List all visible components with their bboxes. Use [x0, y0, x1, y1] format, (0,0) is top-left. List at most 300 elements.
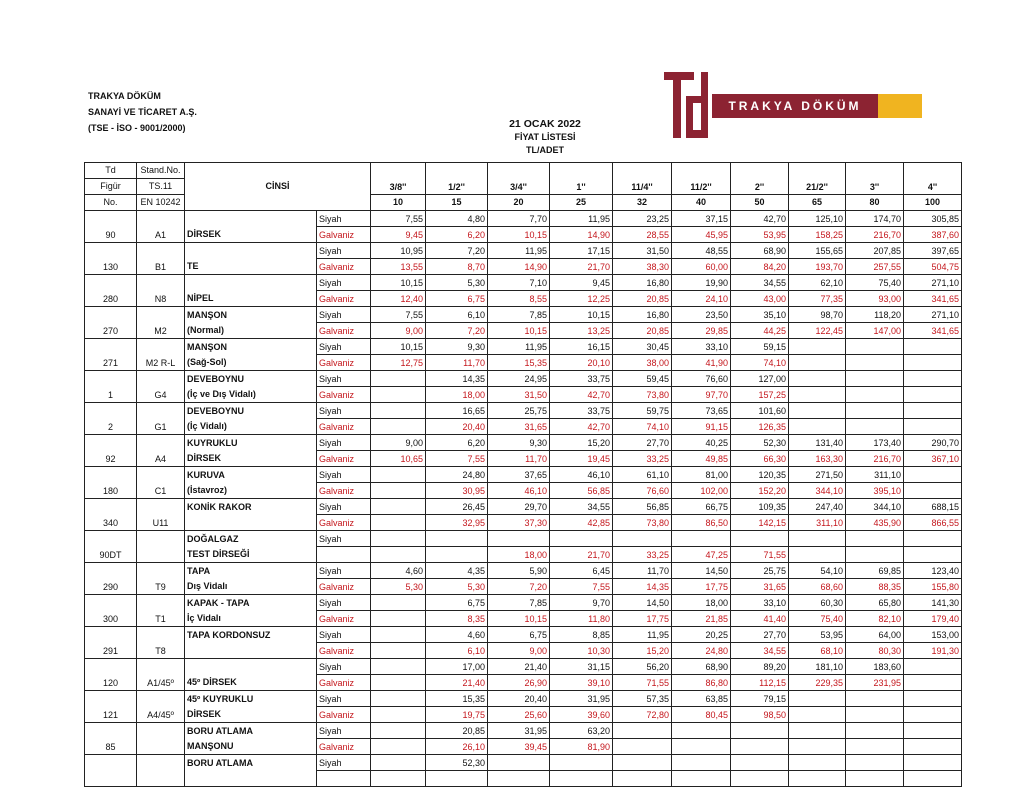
head-size-inch: 11/2'' — [672, 163, 731, 195]
price-cell: 33,10 — [672, 339, 731, 355]
price-cell: 4,35 — [426, 563, 488, 579]
price-cell — [371, 723, 426, 739]
price-cell — [904, 371, 962, 387]
logo-text: TRAKYA DÖKÜM — [728, 99, 862, 113]
price-cell: 20,85 — [426, 723, 488, 739]
price-cell: 305,85 — [904, 211, 962, 227]
type-label: Siyah — [317, 595, 371, 611]
trakya-dokum-logo — [662, 70, 924, 142]
price-cell — [371, 643, 426, 659]
figure-no: 2 — [85, 403, 137, 435]
price-cell: 21,70 — [550, 259, 613, 275]
table-row — [85, 531, 962, 547]
price-cell: 40,25 — [672, 435, 731, 451]
price-cell: 7,85 — [488, 595, 550, 611]
type-label: Galvaniz — [317, 579, 371, 595]
price-cell: 125,10 — [789, 211, 846, 227]
price-cell: 68,90 — [672, 659, 731, 675]
price-cell — [731, 531, 789, 547]
price-cell: 27,70 — [731, 627, 789, 643]
price-cell: 6,10 — [426, 643, 488, 659]
head-size-dn: 15 — [426, 195, 488, 211]
table-row — [85, 419, 962, 435]
figure-no: 290 — [85, 563, 137, 595]
price-cell: 56,85 — [550, 483, 613, 499]
standard-no: A1 — [137, 211, 185, 243]
price-cell: 24,80 — [672, 643, 731, 659]
price-cell — [846, 691, 904, 707]
price-cell: 68,10 — [789, 643, 846, 659]
price-cell: 14,50 — [672, 563, 731, 579]
price-cell: 66,30 — [731, 451, 789, 467]
head-size-dn: 25 — [550, 195, 613, 211]
price-cell: 31,65 — [488, 419, 550, 435]
price-cell: 122,45 — [789, 323, 846, 339]
price-cell — [371, 595, 426, 611]
price-cell: 24,10 — [672, 291, 731, 307]
price-cell — [846, 531, 904, 547]
product-name: DEVEBOYNU — [185, 371, 317, 387]
standard-no: M2 R-L — [137, 339, 185, 371]
price-cell: 118,20 — [846, 307, 904, 323]
price-cell: 102,00 — [672, 483, 731, 499]
head-cinsi: CİNSİ — [185, 163, 371, 211]
price-cell: 6,20 — [426, 227, 488, 243]
product-name: DİRSEK — [185, 227, 317, 243]
price-cell: 15,35 — [426, 691, 488, 707]
head-size-dn: 20 — [488, 195, 550, 211]
price-cell: 82,10 — [846, 611, 904, 627]
price-cell: 30,95 — [426, 483, 488, 499]
price-cell — [846, 403, 904, 419]
price-cell: 37,65 — [488, 467, 550, 483]
price-cell: 16,15 — [550, 339, 613, 355]
price-cell: 7,55 — [426, 451, 488, 467]
price-cell: 52,30 — [426, 755, 488, 771]
company-type: SANAYİ VE TİCARET A.Ş. — [88, 107, 197, 117]
type-label: Siyah — [317, 211, 371, 227]
price-cell: 23,50 — [672, 307, 731, 323]
price-cell: 16,65 — [426, 403, 488, 419]
price-cell — [371, 371, 426, 387]
price-table — [84, 162, 962, 787]
type-label: Siyah — [317, 275, 371, 291]
price-cell — [846, 339, 904, 355]
product-name: TEST DİRSEĞİ — [185, 547, 317, 563]
figure-no: 291 — [85, 627, 137, 659]
price-cell: 68,60 — [789, 579, 846, 595]
price-cell: 49,85 — [672, 451, 731, 467]
head-size-dn: 40 — [672, 195, 731, 211]
type-label: Siyah — [317, 435, 371, 451]
type-label: Siyah — [317, 755, 371, 771]
price-cell — [904, 739, 962, 755]
price-cell: 9,00 — [371, 435, 426, 451]
table-row — [85, 403, 962, 419]
price-cell — [371, 739, 426, 755]
figure-no: 90 — [85, 211, 137, 243]
price-cell: 24,95 — [488, 371, 550, 387]
price-cell: 13,55 — [371, 259, 426, 275]
product-name: (İç Vidalı) — [185, 419, 317, 435]
price-cell: 71,55 — [613, 675, 672, 691]
price-list-date: 21 OCAK 2022 — [509, 118, 581, 130]
price-cell: 11,70 — [426, 355, 488, 371]
price-cell — [904, 547, 962, 563]
type-label: Siyah — [317, 691, 371, 707]
product-name: BORU ATLAMA — [185, 723, 317, 739]
price-cell: 7,10 — [488, 275, 550, 291]
price-cell: 435,90 — [846, 515, 904, 531]
price-cell — [613, 739, 672, 755]
price-cell: 341,65 — [904, 323, 962, 339]
price-list-unit: TL/ADET — [526, 145, 564, 155]
product-name: BORU ATLAMA — [185, 755, 317, 771]
price-cell: 25,75 — [488, 403, 550, 419]
price-list-title: FİYAT LİSTESİ — [514, 132, 576, 142]
standard-no: N8 — [137, 275, 185, 307]
price-cell: 11,70 — [613, 563, 672, 579]
price-cell — [789, 707, 846, 723]
price-cell — [371, 611, 426, 627]
head-size-inch: 1/2'' — [426, 163, 488, 195]
price-cell: 16,80 — [613, 307, 672, 323]
price-cell: 15,35 — [488, 355, 550, 371]
price-cell: 163,30 — [789, 451, 846, 467]
figure-no: 270 — [85, 307, 137, 339]
price-cell: 93,00 — [846, 291, 904, 307]
price-cell — [672, 771, 731, 787]
standard-no — [137, 723, 185, 755]
price-cell: 14,35 — [426, 371, 488, 387]
type-label: Galvaniz — [317, 515, 371, 531]
figure-no: 85 — [85, 723, 137, 755]
figure-no: 280 — [85, 275, 137, 307]
type-label — [317, 547, 371, 563]
price-cell — [846, 371, 904, 387]
price-cell: 152,20 — [731, 483, 789, 499]
type-label: Galvaniz — [317, 419, 371, 435]
price-cell: 73,80 — [613, 515, 672, 531]
product-name: 45º DİRSEK — [185, 675, 317, 691]
type-label: Galvaniz — [317, 707, 371, 723]
figure-no: 1 — [85, 371, 137, 403]
price-cell: 158,25 — [789, 227, 846, 243]
table-row — [85, 739, 962, 755]
price-cell: 35,10 — [731, 307, 789, 323]
price-cell: 17,00 — [426, 659, 488, 675]
price-cell: 247,40 — [789, 499, 846, 515]
price-cell: 34,55 — [550, 499, 613, 515]
price-cell: 123,40 — [904, 563, 962, 579]
product-name: KONİK RAKOR — [185, 499, 317, 515]
price-cell: 14,35 — [613, 579, 672, 595]
price-cell: 7,55 — [550, 579, 613, 595]
price-cell — [904, 339, 962, 355]
figure-no: 130 — [85, 243, 137, 275]
price-cell: 48,55 — [672, 243, 731, 259]
table-row — [85, 243, 962, 259]
type-label: Siyah — [317, 403, 371, 419]
head-size-dn: 65 — [789, 195, 846, 211]
head-en: EN 10242 — [137, 195, 185, 211]
price-cell — [488, 755, 550, 771]
price-cell: 11,95 — [613, 627, 672, 643]
price-cell: 20,40 — [426, 419, 488, 435]
price-cell: 80,45 — [672, 707, 731, 723]
product-name: İç Vidalı — [185, 611, 317, 627]
type-label: Siyah — [317, 371, 371, 387]
table-row — [85, 499, 962, 515]
table-row — [85, 371, 962, 387]
price-cell: 38,00 — [613, 355, 672, 371]
price-cell: 63,20 — [550, 723, 613, 739]
type-label: Galvaniz — [317, 323, 371, 339]
price-cell: 31,95 — [550, 691, 613, 707]
price-cell — [371, 467, 426, 483]
price-cell: 27,70 — [613, 435, 672, 451]
logo-gold-accent — [878, 94, 922, 118]
price-cell: 9,30 — [426, 339, 488, 355]
price-cell — [846, 755, 904, 771]
product-name: TAPA KORDONSUZ — [185, 627, 317, 643]
price-cell: 19,90 — [672, 275, 731, 291]
price-cell: 86,50 — [672, 515, 731, 531]
price-cell — [613, 531, 672, 547]
price-cell: 191,30 — [904, 643, 962, 659]
price-cell: 56,20 — [613, 659, 672, 675]
product-name: MANŞON — [185, 307, 317, 323]
price-cell: 155,65 — [789, 243, 846, 259]
price-cell — [672, 755, 731, 771]
standard-no: G1 — [137, 403, 185, 435]
price-cell: 10,15 — [488, 611, 550, 627]
price-cell: 26,90 — [488, 675, 550, 691]
price-cell: 9,00 — [488, 643, 550, 659]
type-label: Siyah — [317, 723, 371, 739]
product-name: (İç ve Dış Vidalı) — [185, 387, 317, 403]
price-cell — [371, 499, 426, 515]
table-row — [85, 307, 962, 323]
price-cell — [731, 771, 789, 787]
price-cell: 120,35 — [731, 467, 789, 483]
price-cell: 6,75 — [488, 627, 550, 643]
price-cell — [613, 771, 672, 787]
price-cell — [371, 691, 426, 707]
price-cell — [789, 387, 846, 403]
head-size-inch: 21/2'' — [789, 163, 846, 195]
figure-no: 340 — [85, 499, 137, 531]
price-cell: 173,40 — [846, 435, 904, 451]
price-cell: 9,30 — [488, 435, 550, 451]
price-cell — [371, 403, 426, 419]
price-cell: 75,40 — [846, 275, 904, 291]
price-cell: 86,80 — [672, 675, 731, 691]
head-ts: TS.11 — [137, 179, 185, 195]
head-size-inch: 2'' — [731, 163, 789, 195]
price-cell: 25,75 — [731, 563, 789, 579]
price-cell: 4,80 — [426, 211, 488, 227]
product-name: KAPAK - TAPA — [185, 595, 317, 611]
price-table-body — [85, 211, 962, 787]
price-cell: 33,75 — [550, 371, 613, 387]
price-cell: 16,80 — [613, 275, 672, 291]
price-cell: 7,55 — [371, 307, 426, 323]
price-cell: 174,70 — [846, 211, 904, 227]
price-cell: 32,95 — [426, 515, 488, 531]
table-row — [85, 259, 962, 275]
price-cell: 290,70 — [904, 435, 962, 451]
price-cell: 46,10 — [488, 483, 550, 499]
standard-no: B1 — [137, 243, 185, 275]
price-cell: 42,70 — [550, 387, 613, 403]
price-cell: 257,55 — [846, 259, 904, 275]
price-cell: 34,55 — [731, 643, 789, 659]
price-cell: 271,50 — [789, 467, 846, 483]
company-name: TRAKYA DÖKÜM — [88, 91, 161, 101]
price-cell — [426, 547, 488, 563]
price-cell: 10,95 — [371, 243, 426, 259]
price-cell: 311,10 — [789, 515, 846, 531]
product-name: (İstavroz) — [185, 483, 317, 499]
head-size-inch: 11/4'' — [613, 163, 672, 195]
price-cell: 13,25 — [550, 323, 613, 339]
price-cell: 14,90 — [550, 227, 613, 243]
table-row — [85, 691, 962, 707]
price-cell: 10,15 — [371, 275, 426, 291]
product-name: (Normal) — [185, 323, 317, 339]
price-cell: 77,35 — [789, 291, 846, 307]
standard-no: A4/45º — [137, 691, 185, 723]
product-name: NİPEL — [185, 291, 317, 307]
price-list-header — [440, 118, 650, 157]
price-cell — [789, 547, 846, 563]
head-size-dn: 50 — [731, 195, 789, 211]
price-cell — [904, 419, 962, 435]
table-row — [85, 579, 962, 595]
price-cell: 98,50 — [731, 707, 789, 723]
figure-no: 120 — [85, 659, 137, 691]
price-cell: 4,60 — [371, 563, 426, 579]
price-cell — [904, 403, 962, 419]
price-cell: 17,75 — [672, 579, 731, 595]
price-cell: 61,10 — [613, 467, 672, 483]
product-name: DEVEBOYNU — [185, 403, 317, 419]
price-cell: 18,00 — [672, 595, 731, 611]
price-cell — [672, 739, 731, 755]
price-cell — [371, 675, 426, 691]
price-cell: 7,20 — [426, 323, 488, 339]
head-no: No. — [85, 195, 137, 211]
price-cell: 26,45 — [426, 499, 488, 515]
price-cell: 271,10 — [904, 275, 962, 291]
standard-no: C1 — [137, 467, 185, 499]
standard-no: T8 — [137, 627, 185, 659]
price-cell: 311,10 — [846, 467, 904, 483]
product-name — [185, 643, 317, 659]
price-cell — [613, 755, 672, 771]
price-cell: 10,65 — [371, 451, 426, 467]
figure-no: 90DT — [85, 531, 137, 563]
price-cell: 65,80 — [846, 595, 904, 611]
price-cell — [904, 755, 962, 771]
type-label: Siyah — [317, 339, 371, 355]
head-size-inch: 3'' — [846, 163, 904, 195]
price-cell — [371, 387, 426, 403]
price-cell — [789, 339, 846, 355]
price-cell: 5,30 — [426, 579, 488, 595]
price-cell: 62,10 — [789, 275, 846, 291]
price-cell: 866,55 — [904, 515, 962, 531]
table-row — [85, 515, 962, 531]
price-cell — [904, 531, 962, 547]
price-cell: 53,95 — [731, 227, 789, 243]
price-cell: 54,10 — [789, 563, 846, 579]
price-cell: 30,45 — [613, 339, 672, 355]
price-cell: 504,75 — [904, 259, 962, 275]
product-name: MANŞON — [185, 339, 317, 355]
price-cell — [789, 403, 846, 419]
price-cell: 11,95 — [488, 243, 550, 259]
figure-no — [85, 755, 137, 787]
price-cell — [846, 387, 904, 403]
price-cell: 72,80 — [613, 707, 672, 723]
price-cell: 5,30 — [426, 275, 488, 291]
table-row — [85, 627, 962, 643]
price-cell: 5,90 — [488, 563, 550, 579]
price-cell: 37,30 — [488, 515, 550, 531]
price-cell: 10,15 — [371, 339, 426, 355]
table-row — [85, 355, 962, 371]
price-cell: 11,80 — [550, 611, 613, 627]
type-label: Galvaniz — [317, 675, 371, 691]
price-cell: 109,35 — [731, 499, 789, 515]
price-cell: 14,90 — [488, 259, 550, 275]
price-cell — [789, 531, 846, 547]
price-cell: 216,70 — [846, 451, 904, 467]
price-cell: 7,20 — [426, 243, 488, 259]
price-cell — [550, 771, 613, 787]
price-cell: 7,55 — [371, 211, 426, 227]
price-cell: 28,55 — [613, 227, 672, 243]
price-cell: 80,30 — [846, 643, 904, 659]
type-label: Siyah — [317, 467, 371, 483]
price-cell: 688,15 — [904, 499, 962, 515]
type-label: Siyah — [317, 499, 371, 515]
price-cell: 73,65 — [672, 403, 731, 419]
price-cell: 21,85 — [672, 611, 731, 627]
company-certification: (TSE - İSO - 9001/2000) — [88, 123, 186, 133]
price-cell: 81,00 — [672, 467, 731, 483]
price-cell: 33,10 — [731, 595, 789, 611]
price-cell: 26,10 — [426, 739, 488, 755]
type-label: Galvaniz — [317, 451, 371, 467]
price-cell — [789, 771, 846, 787]
price-cell: 6,75 — [426, 291, 488, 307]
type-label: Siyah — [317, 243, 371, 259]
price-cell: 59,75 — [613, 403, 672, 419]
price-cell: 18,00 — [488, 547, 550, 563]
price-cell: 397,65 — [904, 243, 962, 259]
table-row — [85, 451, 962, 467]
price-cell: 75,40 — [789, 611, 846, 627]
product-name — [185, 771, 317, 787]
price-cell: 31,65 — [731, 579, 789, 595]
price-cell: 6,75 — [426, 595, 488, 611]
price-cell: 141,30 — [904, 595, 962, 611]
price-cell — [789, 355, 846, 371]
table-row — [85, 723, 962, 739]
